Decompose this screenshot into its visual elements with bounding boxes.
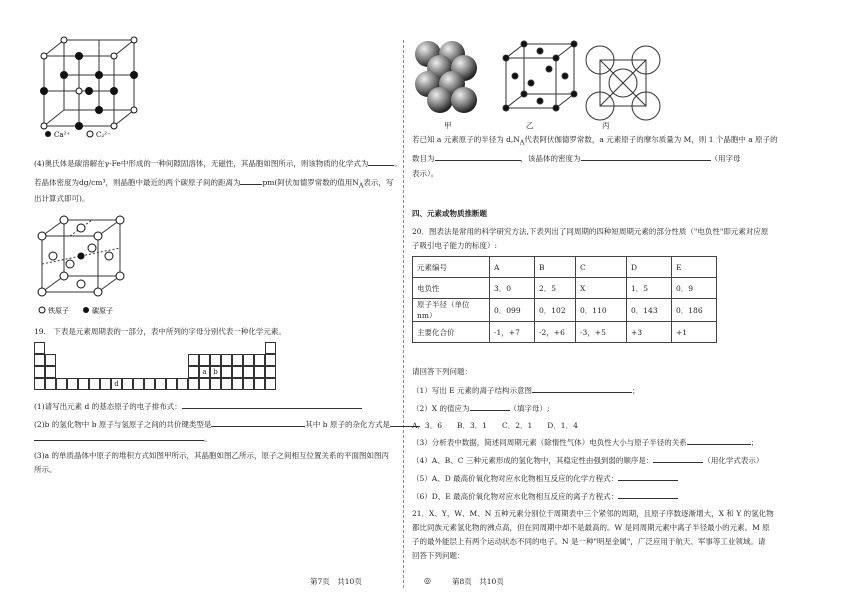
table-cell: 原子半径（单位 nm） [413, 299, 490, 322]
question-19-2-cont: 。 [34, 432, 212, 444]
binding-mark: ◎ [424, 576, 431, 585]
answer-blank[interactable] [618, 490, 678, 499]
question-4-line1: (4)奥氏体是碳溶解在γ-Fe中形成的一种间隙固溶体，无磁性，其晶胞如图所示，则该物质的化学式为 。 [34, 159, 402, 168]
table-cell: D [627, 257, 672, 278]
table-cell: 电负性 [413, 278, 490, 299]
answer-blank[interactable] [182, 400, 362, 409]
cac2-crystal-figure [34, 36, 144, 140]
answer-blank[interactable] [618, 472, 678, 481]
table-cell: 3．0 [490, 278, 535, 299]
q21-line3: 子的最外能层上有两个运动状态不同的电子。N 是一种"明星金属"，广泛应用于航天、军事等工业领域。请 [412, 537, 766, 546]
question-20-line2: 子吸引电子能力的标度）: [412, 241, 498, 250]
table-cell: -2，+6 [535, 322, 576, 343]
answer-blank[interactable] [34, 432, 204, 441]
q20-6: （6）D、E 最高价氧化物对应水化物相互反应的离子方程式： [412, 490, 678, 502]
q19-density-line2: 数目为 ，该晶体的密度为 （用字母 [412, 154, 741, 163]
q20-2: （2）X 的值应为 （填字母）; [412, 404, 550, 413]
answer-blank[interactable] [470, 402, 510, 411]
legend-fe: 铁原子 [48, 307, 69, 315]
figure-label-yi: 乙 [526, 121, 534, 130]
question-4-line2: 若晶体密度为dg/cm³，则晶胞中最近的两个碳原子间的距离为 pm(阿伏加德罗常数的值用$N_A$表示，写 [34, 178, 394, 190]
table-cell: 1．5 [627, 278, 672, 299]
table-cell: C [576, 257, 627, 278]
q20-options: A．3．6 B．3．1 C．2．1 D．1．4 [412, 421, 578, 430]
table-cell: 0．186 [672, 299, 717, 322]
answer-blank[interactable] [581, 152, 711, 161]
legend-c: 碳原子 [92, 307, 113, 315]
q20-5: （5）A、D 最高价氧化物对应水化物相互反应的化学方程式： [412, 472, 678, 484]
q21-line1: 21．X、Y、W、M、N 五种元素分别位于周期表中三个紧邻的周期，且原子序数逐渐增大，X 和 Y 的氢化物 [412, 509, 774, 518]
table-cell: E [672, 257, 717, 278]
q19-density-line1: 若已知 a 元素原子的半径为 $d,N_A$代表阿伏伽德罗常数，a 元素原子的摩尔质量为 M，则 1 个晶胞中 a 原子的 [412, 135, 778, 147]
austenite-crystal-figure [34, 214, 144, 318]
q21-line4: 回答下列问题： [412, 551, 465, 560]
figure-yi-cell [503, 41, 577, 111]
table-row [413, 278, 717, 299]
table-cell: B [535, 257, 576, 278]
q20-4: （4）A、B、C 三种元素形成的氢化物中，其稳定性由强到弱的顺序是： （用化学式表示） [412, 456, 764, 465]
answer-blank[interactable] [532, 384, 632, 393]
table-cell: X [576, 278, 627, 299]
figure-label-jia: 甲 [444, 121, 452, 130]
table-cell: 0．102 [535, 299, 576, 322]
question-19-3-cont: 所示。 [34, 465, 57, 474]
table-cell: +1 [672, 322, 717, 343]
left-page [0, 0, 404, 608]
table-cell: 元素编号 [413, 257, 490, 278]
table-cell: A [490, 257, 535, 278]
table-row [413, 322, 717, 343]
figure-bing-plane [586, 46, 660, 120]
element-properties-table [412, 256, 717, 343]
question-19-3: (3)a 的单质晶体中原子的堆积方式如图甲所示，其晶胞如图乙所示，原子之间相互位置关系的平面图如图丙 [34, 451, 389, 460]
table-cell: 0．099 [490, 299, 535, 322]
table-row [413, 257, 717, 278]
table-row [413, 299, 717, 322]
q20-ask: 请回答下列问题： [412, 367, 472, 376]
table-cell: -1，+7 [490, 322, 535, 343]
table-cell: 0．9 [672, 278, 717, 299]
question-19-intro: 19. 下表是元素周期表的一部分，表中所列的字母分别代表一种化学元素。 [34, 327, 286, 336]
pt-cell-d: d [111, 378, 122, 390]
legend-ca: Ca²⁺ [54, 131, 71, 139]
table-cell: 0．143 [627, 299, 672, 322]
question-19-1: (1)请写出元素 d 的基态原子的电子排布式： [34, 400, 362, 412]
q21-line2: 都比同族元素氢化物的沸点高，但在同周期中却不是最高的。W 是同周期元素中离子半径最小的元素。M 原 [412, 523, 770, 532]
section-4-heading: 四、元素或物质推断题 [412, 209, 487, 218]
answer-blank[interactable] [687, 436, 751, 445]
question-19-2: (2)b 的氢化物中 b 原子与氢原子之间的共价键类型是 其中 b 原子的杂化方式是 [34, 418, 420, 430]
page-footer-right: 第8页 共10页 [452, 577, 504, 586]
q20-3: （3）分析表中数据，简述同周期元素（除惰性气体）电负性大小与原子半径的关系 ； [412, 438, 759, 447]
figure-jia-spheres [415, 41, 477, 113]
pt-cell-b: b [210, 366, 221, 378]
answer-blank[interactable] [653, 454, 703, 463]
answer-blank[interactable] [211, 418, 305, 427]
answer-blank[interactable] [240, 176, 262, 185]
question-4-line3: 出计算式即可)。 [34, 194, 90, 203]
q20-1: （1）写出 E 元素的离子结构示意图 ； [412, 386, 640, 395]
table-cell: -3，+5 [576, 322, 627, 343]
table-cell: 主要化合价 [413, 322, 490, 343]
answer-blank[interactable] [435, 152, 521, 161]
crystal-figures-jia-yi-bing [410, 38, 690, 128]
pt-cell-a: a [199, 366, 210, 378]
figure-label-bing: 丙 [602, 121, 610, 130]
answer-blank[interactable] [368, 157, 394, 166]
page-footer-left: 第7页 共10页 [310, 577, 362, 586]
table-cell: +3 [627, 322, 672, 343]
table-cell: 2．5 [535, 278, 576, 299]
legend-c2: C₂²⁻ [96, 131, 111, 139]
table-cell: 0．110 [576, 299, 627, 322]
question-20-line1: 20．图表法是常用的科学研究方法,下表列出了同周期的四种短周期元素的部分性质（"电负性"即元素对应原 [412, 227, 769, 236]
q19-density-line3: 表示）。 [412, 169, 439, 178]
